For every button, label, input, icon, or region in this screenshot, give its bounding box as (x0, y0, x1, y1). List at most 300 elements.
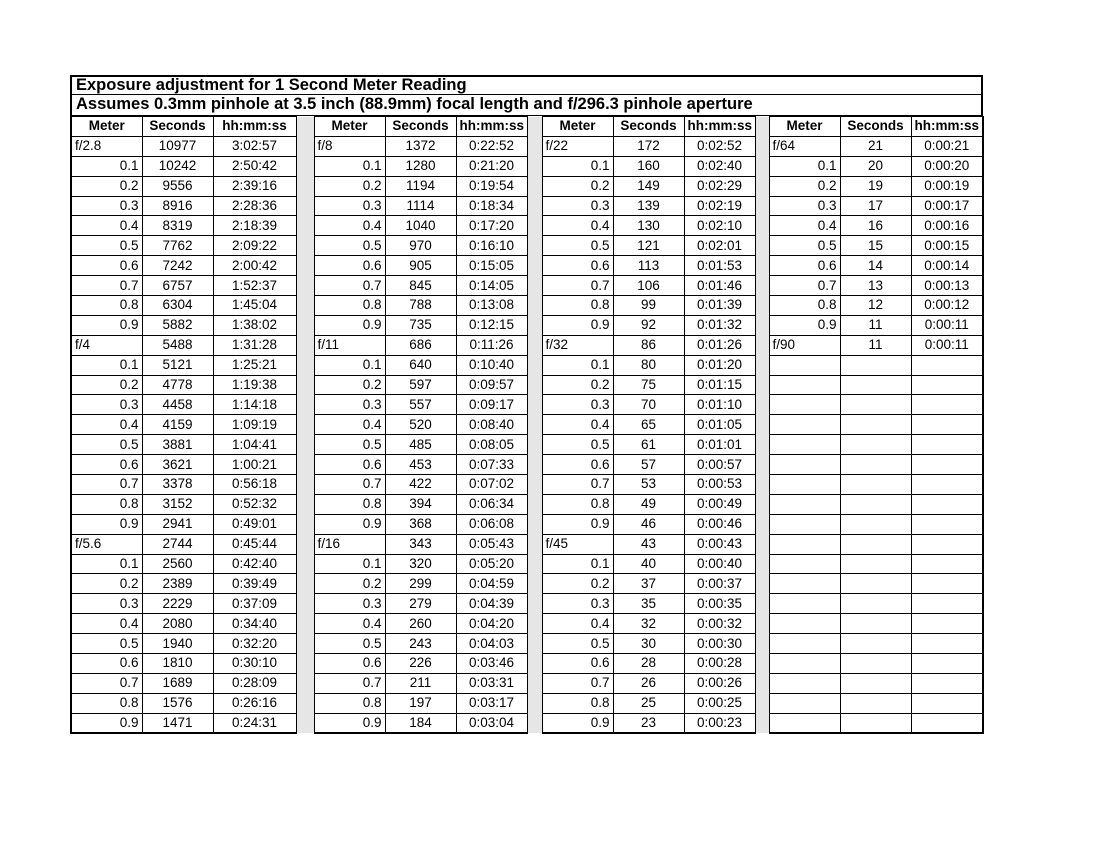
column-gap (755, 574, 769, 594)
seconds-cell: 394 (385, 494, 456, 514)
meter-cell (769, 455, 840, 475)
time-cell: 0:04:39 (456, 594, 527, 614)
column-gap (296, 574, 314, 594)
time-cell: 0:12:15 (456, 315, 527, 335)
seconds-cell: 106 (613, 276, 684, 296)
table-row (71, 355, 983, 375)
meter-cell: 0.5 (71, 634, 142, 654)
meter-cell (769, 435, 840, 455)
time-header: hh:mm:ss (911, 117, 983, 137)
column-gap (527, 634, 542, 654)
time-cell: 0:06:34 (456, 494, 527, 514)
time-cell (911, 475, 983, 495)
meter-cell: 0.7 (314, 673, 385, 693)
meter-header: Meter (542, 117, 613, 137)
time-cell: 0:08:05 (456, 435, 527, 455)
column-gap (527, 236, 542, 256)
table-row (71, 654, 983, 674)
time-cell: 2:28:36 (213, 196, 296, 216)
column-gap (527, 117, 542, 137)
time-cell: 0:02:10 (684, 216, 755, 236)
column-gap (527, 335, 542, 355)
time-cell: 0:00:35 (684, 594, 755, 614)
meter-cell: 0.9 (542, 713, 613, 733)
seconds-cell: 184 (385, 713, 456, 733)
column-gap (527, 614, 542, 634)
column-gap (296, 355, 314, 375)
time-cell: 0:00:21 (911, 136, 983, 156)
table-row (71, 156, 983, 176)
seconds-cell: 597 (385, 375, 456, 395)
column-gap (296, 216, 314, 236)
seconds-cell: 788 (385, 296, 456, 316)
column-gap (755, 534, 769, 554)
meter-cell: 0.7 (314, 475, 385, 495)
seconds-header: Seconds (840, 117, 911, 137)
time-cell: 0:00:11 (911, 335, 983, 355)
time-cell: 0:18:34 (456, 196, 527, 216)
seconds-cell: 640 (385, 355, 456, 375)
meter-cell (769, 355, 840, 375)
column-gap (296, 276, 314, 296)
meter-cell: 0.7 (542, 673, 613, 693)
column-gap (296, 156, 314, 176)
meter-cell: 0.7 (542, 475, 613, 495)
seconds-cell: 368 (385, 514, 456, 534)
column-gap (755, 335, 769, 355)
seconds-cell: 11 (840, 315, 911, 335)
seconds-cell: 40 (613, 554, 684, 574)
column-gap (296, 236, 314, 256)
seconds-cell: 5882 (142, 315, 213, 335)
meter-header: Meter (314, 117, 385, 137)
time-cell: 1:19:38 (213, 375, 296, 395)
time-cell: 0:02:29 (684, 176, 755, 196)
seconds-cell: 70 (613, 395, 684, 415)
seconds-header: Seconds (142, 117, 213, 137)
meter-cell: 0.6 (314, 455, 385, 475)
time-cell: 1:14:18 (213, 395, 296, 415)
meter-cell: 0.5 (314, 236, 385, 256)
table-row (71, 375, 983, 395)
seconds-cell: 970 (385, 236, 456, 256)
meter-cell: 0.3 (71, 395, 142, 415)
time-cell: 0:00:32 (684, 614, 755, 634)
meter-cell: 0.3 (769, 196, 840, 216)
seconds-cell: 160 (613, 156, 684, 176)
seconds-cell: 92 (613, 315, 684, 335)
seconds-cell: 99 (613, 296, 684, 316)
seconds-cell (840, 514, 911, 534)
seconds-cell: 139 (613, 196, 684, 216)
time-cell (911, 634, 983, 654)
column-gap (527, 276, 542, 296)
meter-cell: 0.6 (314, 654, 385, 674)
time-cell: 0:03:31 (456, 673, 527, 693)
column-gap (755, 673, 769, 693)
seconds-cell: 86 (613, 335, 684, 355)
time-cell: 0:15:05 (456, 256, 527, 276)
meter-cell: 0.2 (71, 574, 142, 594)
seconds-cell (840, 554, 911, 574)
seconds-cell: 1576 (142, 693, 213, 713)
seconds-cell: 453 (385, 455, 456, 475)
meter-cell: 0.9 (314, 315, 385, 335)
column-gap (296, 693, 314, 713)
column-gap (527, 315, 542, 335)
fstop-cell: f/45 (542, 534, 613, 554)
time-cell: 0:00:49 (684, 494, 755, 514)
meter-cell: 0.6 (542, 654, 613, 674)
time-cell: 0:04:03 (456, 634, 527, 654)
seconds-cell: 845 (385, 276, 456, 296)
seconds-cell: 5121 (142, 355, 213, 375)
time-cell: 0:42:40 (213, 554, 296, 574)
time-cell: 0:07:02 (456, 475, 527, 495)
seconds-cell: 1114 (385, 196, 456, 216)
column-gap (755, 514, 769, 534)
meter-cell (769, 475, 840, 495)
meter-cell (769, 514, 840, 534)
seconds-cell: 13 (840, 276, 911, 296)
meter-cell: 0.4 (71, 415, 142, 435)
column-gap (527, 375, 542, 395)
meter-cell: 0.1 (314, 355, 385, 375)
meter-header: Meter (71, 117, 142, 137)
meter-cell: 0.8 (542, 693, 613, 713)
table-row (71, 673, 983, 693)
time-cell: 0:26:16 (213, 693, 296, 713)
column-gap (755, 216, 769, 236)
time-cell: 0:01:15 (684, 375, 755, 395)
column-gap (755, 136, 769, 156)
seconds-cell: 15 (840, 236, 911, 256)
seconds-cell: 11 (840, 335, 911, 355)
table-row (71, 554, 983, 574)
column-gap (755, 315, 769, 335)
column-gap (755, 395, 769, 415)
seconds-cell (840, 614, 911, 634)
seconds-cell: 1471 (142, 713, 213, 733)
seconds-cell: 19 (840, 176, 911, 196)
column-gap (755, 475, 769, 495)
seconds-cell: 8916 (142, 196, 213, 216)
meter-cell: 0.2 (542, 375, 613, 395)
seconds-cell: 172 (613, 136, 684, 156)
seconds-cell: 25 (613, 693, 684, 713)
seconds-cell (840, 534, 911, 554)
seconds-cell: 243 (385, 634, 456, 654)
seconds-cell: 46 (613, 514, 684, 534)
meter-cell: 0.5 (542, 435, 613, 455)
seconds-cell: 113 (613, 256, 684, 276)
time-cell: 2:50:42 (213, 156, 296, 176)
seconds-cell: 4778 (142, 375, 213, 395)
time-cell: 0:01:20 (684, 355, 755, 375)
time-cell: 0:14:05 (456, 276, 527, 296)
column-gap (527, 534, 542, 554)
time-cell: 0:00:28 (684, 654, 755, 674)
column-gap (755, 355, 769, 375)
seconds-cell: 686 (385, 335, 456, 355)
seconds-cell: 5488 (142, 335, 213, 355)
time-cell: 0:10:40 (456, 355, 527, 375)
column-gap (296, 634, 314, 654)
meter-cell: 0.7 (314, 276, 385, 296)
meter-cell: 0.4 (542, 216, 613, 236)
column-gap (755, 455, 769, 475)
table-row (71, 176, 983, 196)
meter-cell: 0.1 (542, 355, 613, 375)
header-row (71, 117, 983, 137)
meter-cell: 0.9 (769, 315, 840, 335)
seconds-cell: 557 (385, 395, 456, 415)
seconds-cell: 6304 (142, 296, 213, 316)
meter-cell: 0.3 (542, 594, 613, 614)
column-gap (755, 713, 769, 733)
column-gap (296, 136, 314, 156)
seconds-cell: 1689 (142, 673, 213, 693)
seconds-cell: 16 (840, 216, 911, 236)
seconds-cell: 3152 (142, 494, 213, 514)
column-gap (527, 554, 542, 574)
seconds-cell: 3621 (142, 455, 213, 475)
meter-cell: 0.9 (542, 315, 613, 335)
column-gap (527, 654, 542, 674)
meter-cell: 0.9 (314, 514, 385, 534)
meter-cell: 0.1 (71, 156, 142, 176)
column-gap (527, 673, 542, 693)
meter-cell: 0.8 (314, 693, 385, 713)
seconds-cell: 14 (840, 256, 911, 276)
time-cell: 1:45:04 (213, 296, 296, 316)
meter-cell: 0.7 (542, 276, 613, 296)
time-cell: 0:30:10 (213, 654, 296, 674)
fstop-cell: f/90 (769, 335, 840, 355)
meter-cell: 0.3 (542, 395, 613, 415)
seconds-cell: 735 (385, 315, 456, 335)
time-cell: 0:01:39 (684, 296, 755, 316)
time-cell: 0:02:19 (684, 196, 755, 216)
table-row (71, 216, 983, 236)
meter-cell: 0.1 (314, 554, 385, 574)
time-cell: 0:07:33 (456, 455, 527, 475)
column-gap (527, 395, 542, 415)
seconds-cell: 1940 (142, 634, 213, 654)
seconds-cell: 23 (613, 713, 684, 733)
seconds-cell (840, 355, 911, 375)
seconds-cell (840, 594, 911, 614)
seconds-cell: 30 (613, 634, 684, 654)
meter-cell: 0.4 (542, 614, 613, 634)
time-cell (911, 435, 983, 455)
seconds-cell: 2080 (142, 614, 213, 634)
seconds-cell (840, 455, 911, 475)
fstop-cell: f/2.8 (71, 136, 142, 156)
column-gap (296, 534, 314, 554)
table-row (71, 614, 983, 634)
seconds-cell: 485 (385, 435, 456, 455)
column-gap (527, 176, 542, 196)
time-header: hh:mm:ss (456, 117, 527, 137)
time-cell: 2:00:42 (213, 256, 296, 276)
meter-cell: 0.9 (71, 514, 142, 534)
time-cell (911, 415, 983, 435)
meter-cell: 0.2 (314, 375, 385, 395)
meter-cell: 0.7 (769, 276, 840, 296)
time-cell: 0:08:40 (456, 415, 527, 435)
column-gap (755, 236, 769, 256)
meter-cell: 0.1 (769, 156, 840, 176)
meter-cell: 0.4 (314, 415, 385, 435)
seconds-cell (840, 375, 911, 395)
time-cell: 0:01:26 (684, 335, 755, 355)
seconds-cell: 37 (613, 574, 684, 594)
time-cell: 0:05:43 (456, 534, 527, 554)
meter-cell: 0.3 (314, 594, 385, 614)
time-cell: 0:02:01 (684, 236, 755, 256)
meter-cell: 0.8 (542, 494, 613, 514)
column-gap (296, 435, 314, 455)
exposure-grid (70, 116, 984, 734)
seconds-cell: 75 (613, 375, 684, 395)
time-cell: 0:04:20 (456, 614, 527, 634)
time-cell: 0:00:11 (911, 315, 983, 335)
meter-cell: 0.2 (769, 176, 840, 196)
seconds-cell (840, 713, 911, 733)
time-cell: 0:01:46 (684, 276, 755, 296)
seconds-cell: 43 (613, 534, 684, 554)
time-cell: 0:02:52 (684, 136, 755, 156)
time-cell: 0:00:15 (911, 236, 983, 256)
seconds-cell: 905 (385, 256, 456, 276)
column-gap (755, 196, 769, 216)
column-gap (296, 335, 314, 355)
seconds-cell: 26 (613, 673, 684, 693)
column-gap (296, 176, 314, 196)
time-header: hh:mm:ss (684, 117, 755, 137)
meter-cell: 0.6 (71, 455, 142, 475)
column-gap (755, 276, 769, 296)
time-cell: 0:37:09 (213, 594, 296, 614)
meter-cell: 0.8 (542, 296, 613, 316)
column-gap (527, 415, 542, 435)
time-cell (911, 494, 983, 514)
meter-cell (769, 673, 840, 693)
meter-cell: 0.1 (71, 355, 142, 375)
meter-cell: 0.4 (71, 614, 142, 634)
time-cell: 2:39:16 (213, 176, 296, 196)
time-cell: 0:05:20 (456, 554, 527, 574)
meter-cell (769, 634, 840, 654)
seconds-cell: 17 (840, 196, 911, 216)
table-row (71, 475, 983, 495)
column-gap (296, 196, 314, 216)
seconds-cell: 1810 (142, 654, 213, 674)
column-gap (527, 713, 542, 733)
time-cell (911, 673, 983, 693)
column-gap (296, 256, 314, 276)
seconds-cell: 2941 (142, 514, 213, 534)
seconds-cell (840, 654, 911, 674)
meter-cell: 0.1 (314, 156, 385, 176)
meter-cell (769, 375, 840, 395)
seconds-cell: 226 (385, 654, 456, 674)
table-row (71, 574, 983, 594)
time-cell: 0:00:13 (911, 276, 983, 296)
column-gap (527, 136, 542, 156)
time-cell: 0:00:37 (684, 574, 755, 594)
seconds-cell: 3881 (142, 435, 213, 455)
seconds-cell: 279 (385, 594, 456, 614)
seconds-cell: 2744 (142, 534, 213, 554)
meter-cell: 0.6 (542, 455, 613, 475)
seconds-cell: 53 (613, 475, 684, 495)
column-gap (527, 256, 542, 276)
seconds-cell: 130 (613, 216, 684, 236)
seconds-cell: 211 (385, 673, 456, 693)
column-gap (755, 117, 769, 137)
meter-header: Meter (769, 117, 840, 137)
column-gap (527, 475, 542, 495)
time-cell (911, 614, 983, 634)
column-gap (296, 296, 314, 316)
seconds-cell: 149 (613, 176, 684, 196)
seconds-cell: 2389 (142, 574, 213, 594)
seconds-cell: 20 (840, 156, 911, 176)
time-cell: 3:02:57 (213, 136, 296, 156)
seconds-cell (840, 475, 911, 495)
column-gap (527, 156, 542, 176)
meter-cell: 0.5 (314, 435, 385, 455)
column-gap (527, 514, 542, 534)
seconds-cell: 9556 (142, 176, 213, 196)
meter-cell (769, 534, 840, 554)
column-gap (296, 475, 314, 495)
time-cell: 0:00:17 (911, 196, 983, 216)
time-cell (911, 455, 983, 475)
column-gap (755, 415, 769, 435)
time-cell: 0:01:05 (684, 415, 755, 435)
meter-cell: 0.9 (71, 713, 142, 733)
column-gap (755, 693, 769, 713)
seconds-cell: 121 (613, 236, 684, 256)
time-cell: 0:02:40 (684, 156, 755, 176)
time-header: hh:mm:ss (213, 117, 296, 137)
seconds-cell (840, 395, 911, 415)
time-cell (911, 693, 983, 713)
meter-cell: 0.5 (71, 236, 142, 256)
seconds-cell: 35 (613, 594, 684, 614)
meter-cell: 0.6 (769, 256, 840, 276)
meter-cell: 0.7 (71, 276, 142, 296)
meter-cell: 0.8 (71, 693, 142, 713)
time-cell: 0:01:01 (684, 435, 755, 455)
meter-cell: 0.4 (769, 216, 840, 236)
fstop-cell: f/5.6 (71, 534, 142, 554)
seconds-cell: 7762 (142, 236, 213, 256)
column-gap (296, 673, 314, 693)
table-row (71, 256, 983, 276)
column-gap (527, 296, 542, 316)
time-cell (911, 395, 983, 415)
time-cell: 1:04:41 (213, 435, 296, 455)
column-gap (755, 435, 769, 455)
meter-cell (769, 654, 840, 674)
seconds-cell (840, 574, 911, 594)
time-cell (911, 594, 983, 614)
seconds-cell (840, 415, 911, 435)
